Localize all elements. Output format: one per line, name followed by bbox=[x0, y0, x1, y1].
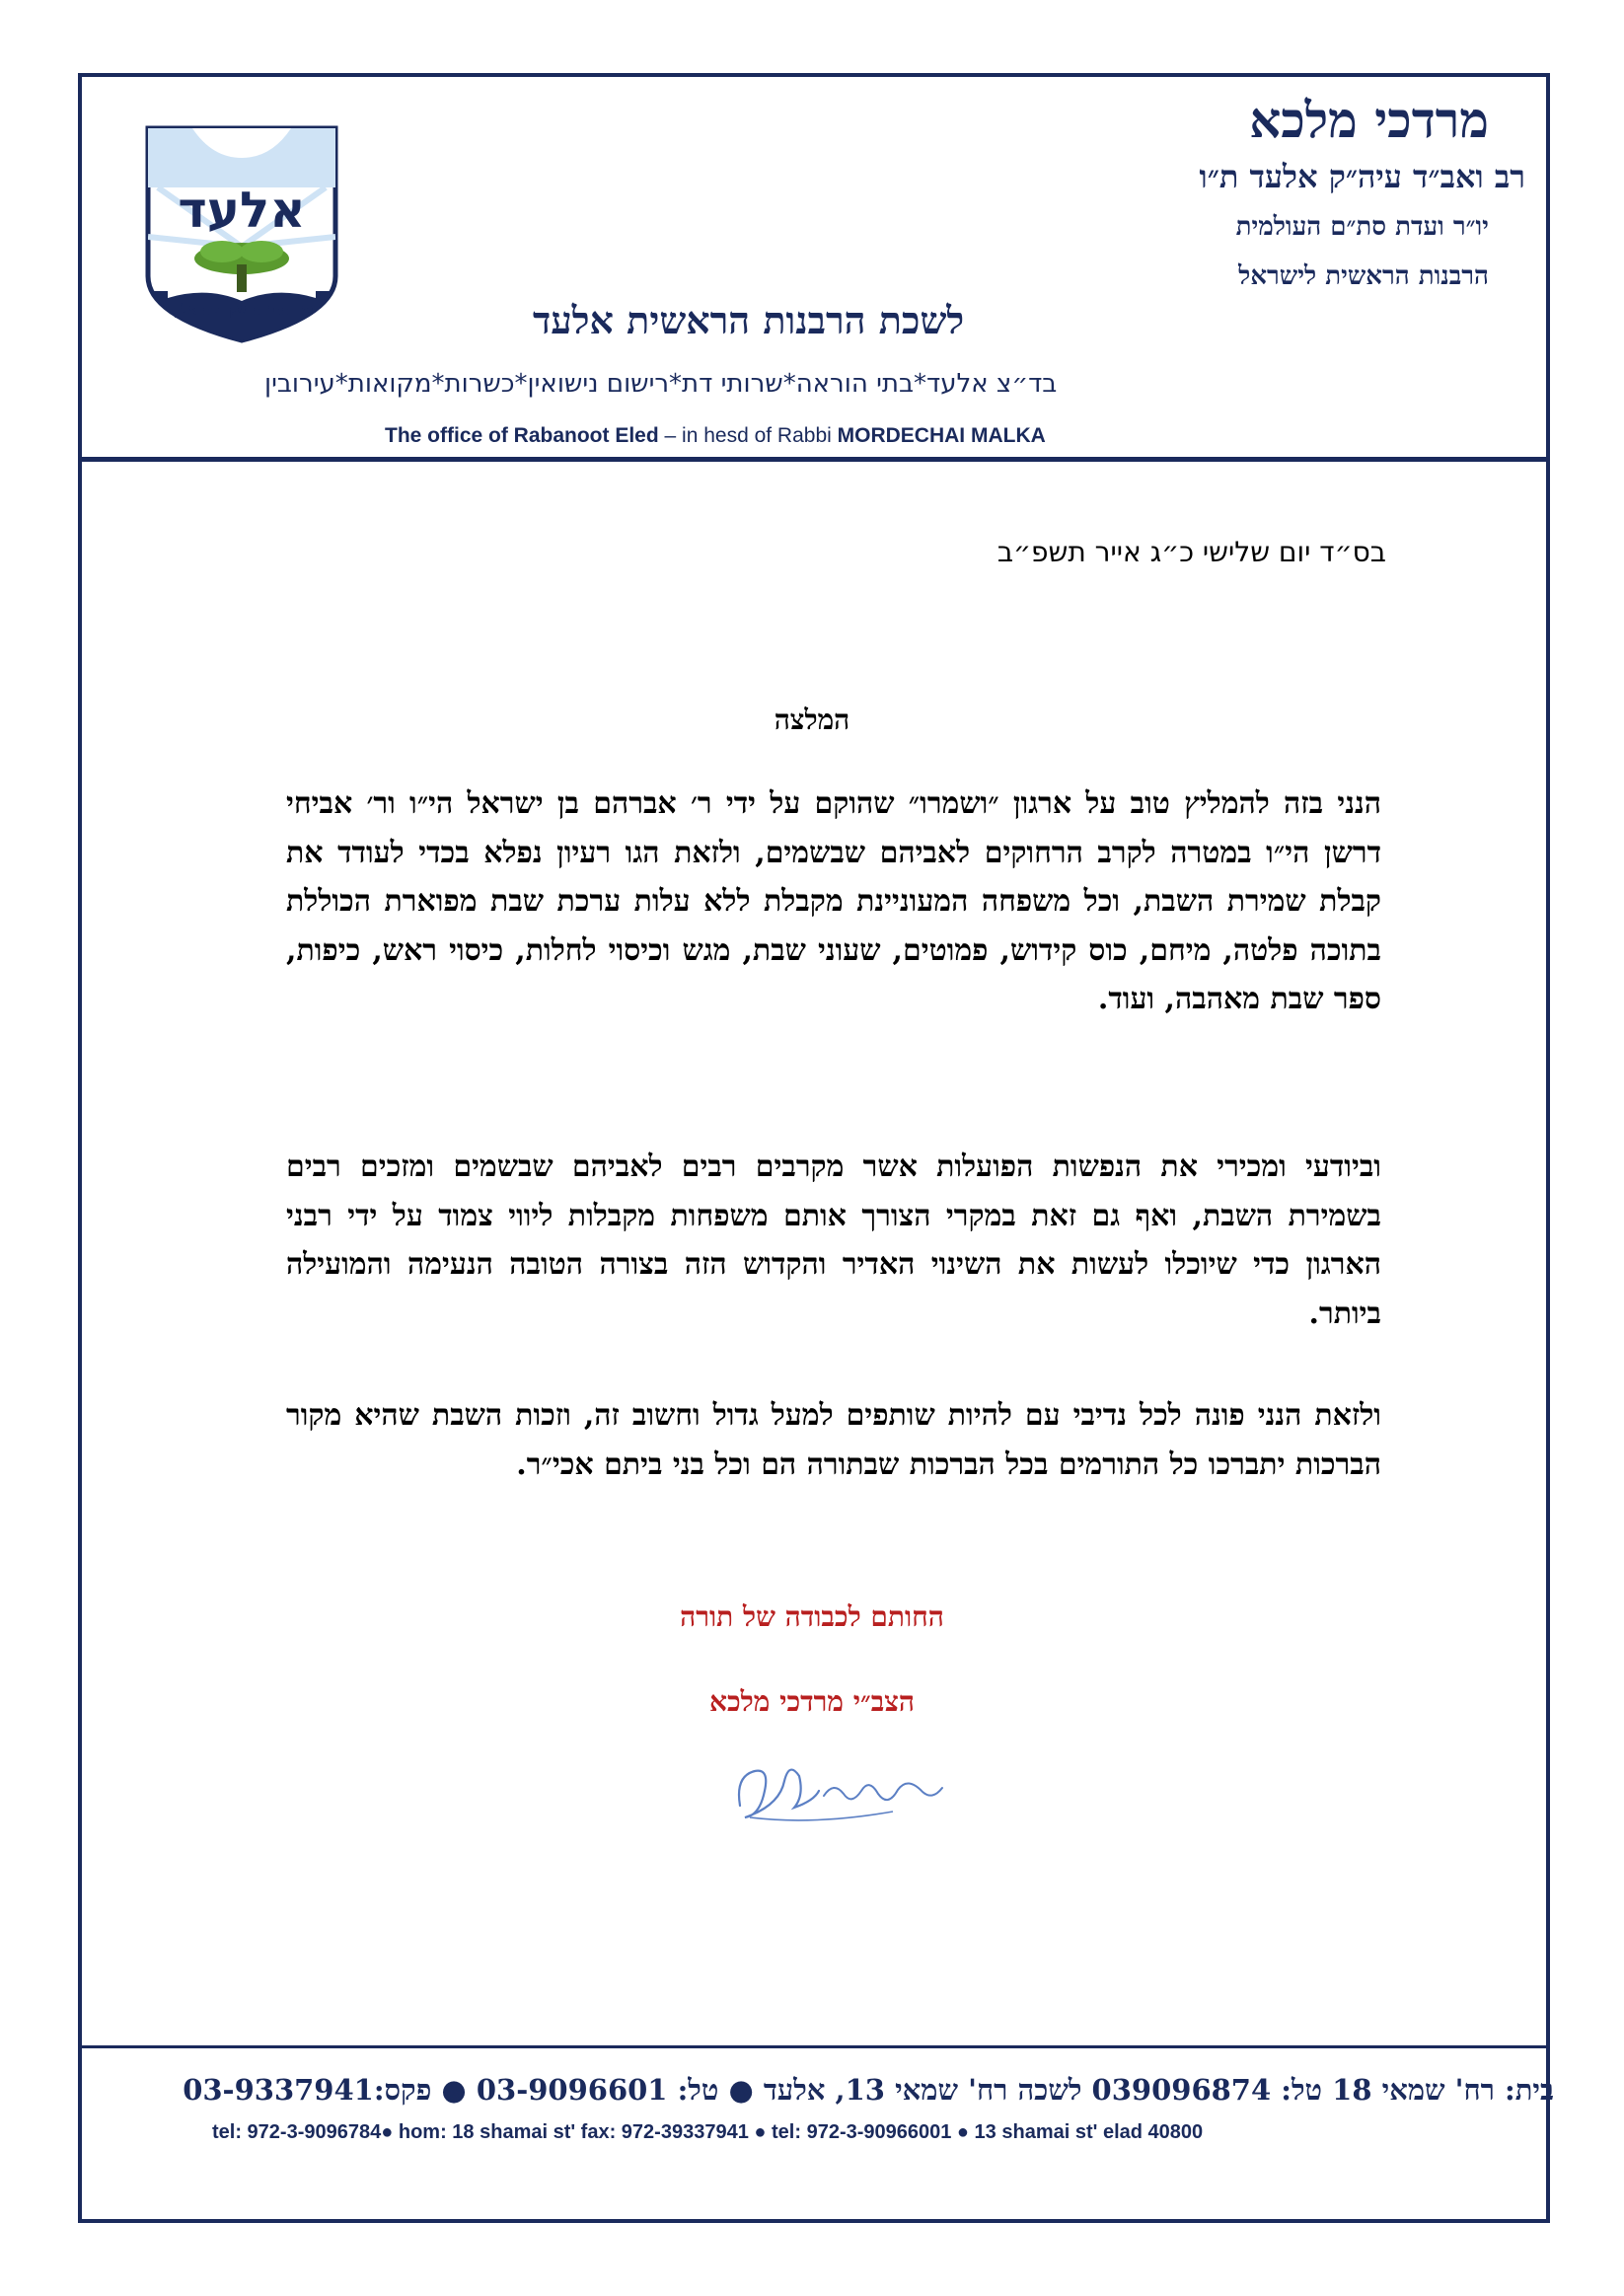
letter-date: בס״ד יום שלישי כ״ג אייר תשפ״ב bbox=[997, 536, 1386, 568]
rabbi-name-title: מרדכי מלכא bbox=[1249, 91, 1489, 149]
footer-divider-top bbox=[78, 2045, 1550, 2048]
rabbi-role-line1: רב ואב״ד עיה״ק אלעד ת״ו bbox=[1199, 158, 1525, 195]
handwritten-signature bbox=[725, 1746, 952, 1835]
footer-english-contact: tel: 972-3-9096784● hom: 18 shamai st' fax: 972-39337941 ● tel: 972-3-90966001 ● 13 shamai st' elad 40800 bbox=[212, 2121, 1204, 2143]
elad-city-logo bbox=[138, 128, 345, 355]
logo-caption: עיר התורה שקרובה אליך bbox=[169, 301, 315, 319]
english-office-connector: – in hesd of Rabbi bbox=[658, 424, 838, 447]
logo-text: אלעד bbox=[178, 182, 306, 239]
header-divider bbox=[78, 457, 1550, 462]
footer-hebrew-contact: בית: רח' שמאי 18 טל: 039096874 לשכה רח' שמאי 13, אלעד ● טל: 03-9096601 ● פקס:03-9337941 bbox=[183, 2073, 1554, 2107]
closing-line: החותם לכבודה של תורה bbox=[680, 1600, 944, 1633]
english-rabbi-name: MORDECHAI MALKA bbox=[837, 424, 1046, 447]
english-office-name: The office of Rabanoot Eled bbox=[385, 424, 659, 447]
rabbi-role-line2: יו״ר ועדת סת״ם העולמית bbox=[1235, 212, 1489, 242]
rabbi-role-line3: הרבנות הראשית לישראל bbox=[1238, 261, 1489, 291]
signer-name: הצב״י מרדכי מלכא bbox=[709, 1685, 915, 1718]
letter-paragraph-1: הנני בזה להמליץ טוב על ארגון ״ושמרו״ שהוקם על ידי ר׳ אברהם בן ישראל הי״ו ור׳ אביחי דרשן הי״ו במטרה לקרב הרחוקים לאביהם שבשמים, ולזאת הגו רעיון נפלא בכדי לעודד את קבלת שמירת השבת, וכל משפחה המעוניינת מקבלת ללא עלות ערכת שבת מפוארת הכוללת בתוכה פלטה, מיחם, כוס קידוש, פמוטים, שעוני שבת, מגש וכיסוי לחלות, כיסוי ראש, כיפות, ספר שבת מאהבה, ועוד. bbox=[286, 786, 1381, 1016]
letter-paragraph-3: ולזאת הנני פונה לכל נדיבי עם להיות שותפים למעל גדול וחשוב זה, וזכות השבת שהיא מקור הברכות יתברכו כל התורמים בכל הברכות שבתורה הם וכל בני ביתם אכי״ר. bbox=[286, 1398, 1381, 1482]
office-title: לשכת הרבנות הראשית אלעד bbox=[533, 298, 965, 342]
letter-paragraph-2: וביודעי ומכירי את הנפשות הפועלות אשר מקרבים רבים לאביהם שבשמים ומזכים רבים בשמירת השבת, ואף גם זאת במקרי הצורך אותם משפחות מקבלות ליווי צמוד על ידי רבני הארגון כדי שיוכלו לעשות את השינוי האדיר והקדוש הזה בצורה הטובה הנעימה והמועילה ביותר. bbox=[286, 1149, 1381, 1331]
services-line: בד״צ אלעד*בתי הוראה*שרותי דת*רישום נישואין*כשרות*מקואות*עירובין bbox=[264, 369, 1058, 399]
english-office-line bbox=[385, 424, 1046, 448]
letter-heading: המלצה bbox=[774, 704, 850, 736]
